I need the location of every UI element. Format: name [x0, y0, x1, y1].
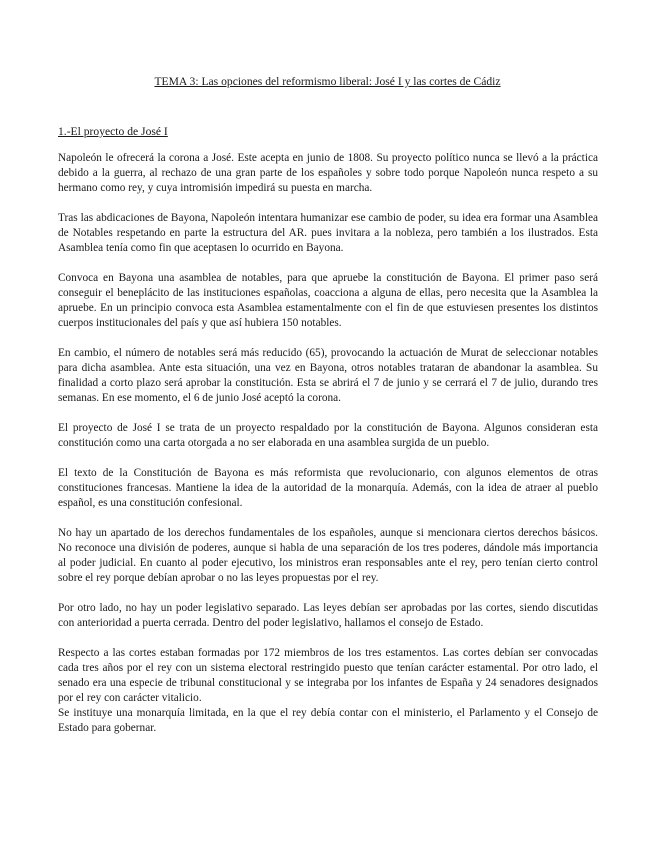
page-title: TEMA 3: Las opciones del reformismo liberal: José I y las cortes de Cádiz: [154, 75, 501, 88]
paragraph: No hay un apartado de los derechos fundamentales de los españoles, aunque si mencionara ciertos derechos básicos. No reconoce una división de poderes, aunque si habla de una separación de los tres poderes, dándole más importancia al poder judicial. En cuanto al poder ejecutivo, los ministros eran responsables ante el rey, pero tenían cierto control sobre el rey porque debían aprobar o no las leyes propuestas por el rey.: [58, 527, 598, 584]
paragraph: Napoleón le ofrecerá la corona a José. Este acepta en junio de 1808. Su proyecto político nunca se llevó a la práctica debido a la guerra, al rechazo de una gran parte de los españoles y sobre todo porque Napoleón nunca respeto a su hermano como rey, y cuya intromisión impedirá su puesta en marcha.: [58, 152, 598, 194]
paragraph: Convoca en Bayona una asamblea de notables, para que apruebe la constitución de Bayona. El primer paso será conseguir el beneplácito de las instituciones españolas, coacciona a alguna de ellas, pero necesita que la Asamblea la apruebe. En un principio convoca esta Asamblea estamentalmente con el fin de que estuviesen presentes los distintos cuerpos institucionales del país y que así hubiera 150 notables.: [58, 272, 598, 329]
section-heading: 1.-El proyecto de José I: [58, 125, 168, 138]
paragraph: En cambio, el número de notables será más reducido (65), provocando la actuación de Murat de seleccionar notables para dicha asamblea. Ante esta situación, una vez en Bayona, otros notables trataran de abandonar la asamblea. Su finalidad a corto plazo será aprobar la constitución. Esta se abrirá el 7 de junio y se cerrará el 7 de julio, durando tres semanas. En ese momento, el 6 de junio José aceptó la corona.: [58, 347, 598, 404]
paragraph: El proyecto de José I se trata de un proyecto respaldado por la constitución de Bayona. Algunos consideran esta constitución como una carta otorgada a no ser elaborada en una asamblea surgida de un pueblo.: [58, 422, 598, 449]
paragraph: El texto de la Constitución de Bayona es más reformista que revolucionario, con algunos elementos de otras constituciones francesas. Mantiene la idea de la autoridad de la monarquía. Además, con la idea de atraer al pueblo español, es una constitución confesional.: [58, 467, 598, 509]
document-body: [58, 151, 598, 751]
paragraph: Por otro lado, no hay un poder legislativo separado. Las leyes debían ser aprobadas por las cortes, siendo discutidas con anterioridad a puerta cerrada. Dentro del poder legislativo, hallamos el consejo de Estado.: [58, 602, 598, 629]
paragraph: Se instituye una monarquía limitada, en la que el rey debía contar con el ministerio, el Parlamento y el Consejo de Estado para gobernar.: [58, 707, 598, 734]
paragraph: Tras las abdicaciones de Bayona, Napoleón intentara humanizar ese cambio de poder, su idea era formar una Asamblea de Notables respetando en parte la estructura del AR. pues invitara a la nobleza, pero también a los ilustrados. Esta Asamblea tenía como fin que aceptasen lo ocurrido en Bayona.: [58, 212, 598, 254]
paragraph: Respecto a las cortes estaban formadas por 172 miembros de los tres estamentos. Las cortes debían ser convocadas cada tres años por el rey con un sistema electoral restringido puesto que tenían carácter estamental. Por otro lado, el senado era una especie de tribunal constitucional y se integraba por los infantes de España y 24 senadores designados por el rey con carácter vitalicio.: [58, 647, 598, 704]
